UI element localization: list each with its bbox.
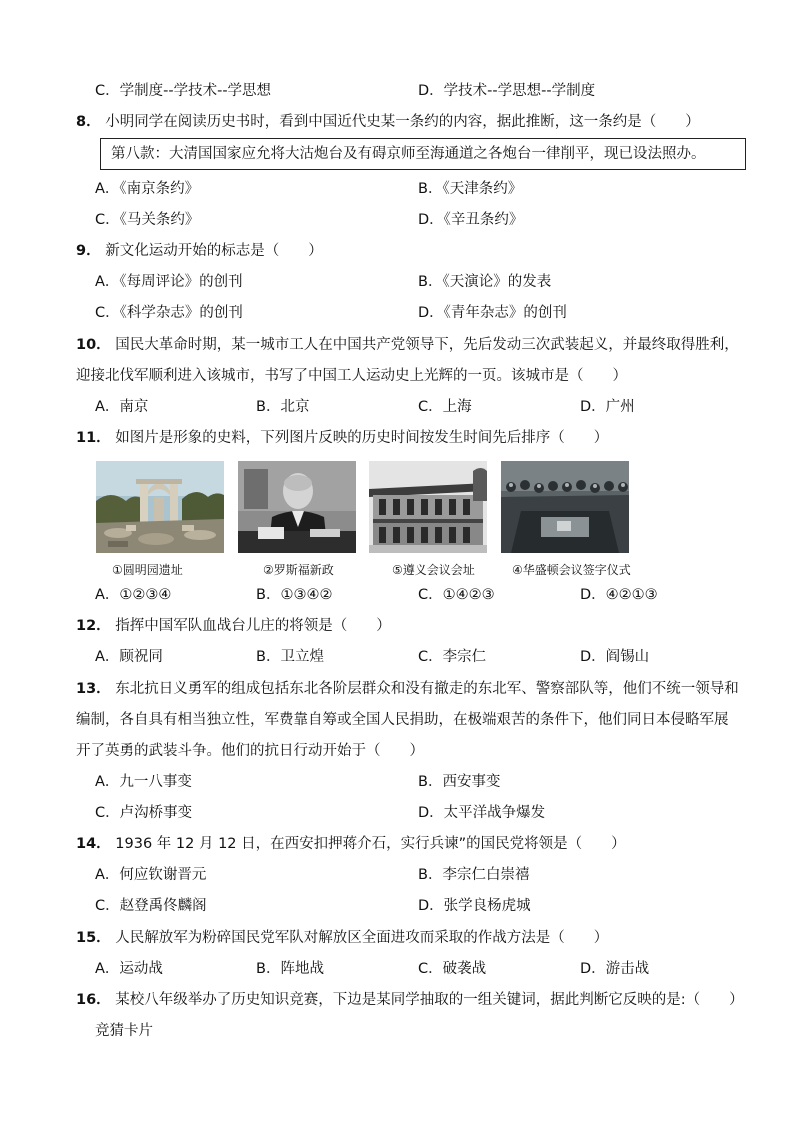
q13-option-d: D．太平洋战争爆发 xyxy=(418,805,546,821)
q12-number: 12． xyxy=(76,618,111,634)
q10-stem-text-1: 国民大革命时期，某一城市工人在中国共产党领导下，先后发动三次武装起义，并最终取得胜利， xyxy=(115,337,739,353)
q12-stem-text: 指挥中国军队血战台儿庄的将领是（ ） xyxy=(115,618,391,634)
q12-option-b: B．卫立煌 xyxy=(256,649,324,665)
q16-stem xyxy=(76,990,744,1010)
q11-number: 11． xyxy=(76,430,111,446)
q16-stem-text: 某校八年级举办了历史知识竞赛，下边是某同学抽取的一组关键词，据此判断它反映的是:（ ） xyxy=(115,992,744,1008)
q14-number: 14． xyxy=(76,836,111,852)
q16-card-title: 竞猜卡片 xyxy=(95,1023,153,1039)
q15-stem xyxy=(76,928,608,948)
q11-option-d: D．④②①③ xyxy=(580,587,658,603)
q9-option-a: A．《每周评论》的创刊 xyxy=(95,274,243,290)
q11-caption-2: ②罗斯福新政 xyxy=(263,563,334,577)
q8-stem xyxy=(76,112,700,132)
q9-option-c: C．《科学杂志》的创刊 xyxy=(95,305,243,321)
q14-stem-text: 1936 年 12 月 12 日，在西安扣押蒋介石，实行兵谏”的国民党将领是（ ） xyxy=(115,836,626,852)
q11-caption-3: ⑤遵义会议会址 xyxy=(392,563,475,577)
q13-stem-text-1: 东北抗日义勇军的组成包括东北各阶层群众和没有撤走的东北军、警察部队等，他们不统一领导和 xyxy=(115,681,739,697)
q8-stem-text: 小明同学在阅读历史书时，看到中国近代史某一条约的内容，据此推断，这一条约是（ ） xyxy=(105,114,700,130)
q8-option-a: A．《南京条约》 xyxy=(95,181,200,197)
q15-option-d: D．游击战 xyxy=(580,961,650,977)
q10-number: 10． xyxy=(76,337,111,353)
q12-stem xyxy=(76,616,391,636)
q13-stem-line1 xyxy=(76,679,739,699)
q10-stem-line1 xyxy=(76,335,739,355)
q9-option-b: B．《天演论》的发表 xyxy=(418,274,552,290)
q13-option-a: A．九一八事变 xyxy=(95,774,192,790)
q8-option-c: C．《马关条约》 xyxy=(95,212,200,228)
q11-stem xyxy=(76,428,608,448)
q15-option-b: B．阵地战 xyxy=(256,961,324,977)
q10-option-b: B．北京 xyxy=(256,399,310,415)
q8-option-d: D．《辛丑条约》 xyxy=(418,212,524,228)
q11-caption-1: ①圆明园遗址 xyxy=(112,563,183,577)
zunyi-meeting-site-photo xyxy=(369,461,487,553)
q8-excerpt-text: 第八款：大清国国家应允将大沽炮台及有碍京师至海通道之各炮台一律削平，现已设法照办。 xyxy=(111,146,706,162)
q13-stem-line3: 开了英勇的武装斗争。他们的抗日行动开始于（ ） xyxy=(76,743,424,759)
q15-number: 15． xyxy=(76,930,111,946)
q14-stem xyxy=(76,834,626,854)
q10-option-c: C．上海 xyxy=(418,399,472,415)
q12-option-a: A．顾祝同 xyxy=(95,649,163,665)
q10-option-a: A．南京 xyxy=(95,399,149,415)
q10-option-d: D．广州 xyxy=(580,399,635,415)
q15-option-c: C．破袭战 xyxy=(418,961,487,977)
q11-option-a: A．①②③④ xyxy=(95,587,172,603)
q7-option-d: D．学技术--学思想--学制度 xyxy=(418,83,596,99)
q13-number: 13． xyxy=(76,681,111,697)
q11-caption-4: ④华盛顿会议签字仪式 xyxy=(512,563,631,577)
q15-option-a: A．运动战 xyxy=(95,961,163,977)
q9-option-d: D．《青年杂志》的创刊 xyxy=(418,305,567,321)
q14-option-c: C．赵登禹佟麟阁 xyxy=(95,898,207,914)
q11-option-b: B．①③④② xyxy=(256,587,333,603)
q14-option-b: B．李宗仁白崇禧 xyxy=(418,867,530,883)
q8-option-b: B．《天津条约》 xyxy=(418,181,523,197)
roosevelt-photo xyxy=(238,461,356,553)
q11-option-c: C．①④②③ xyxy=(418,587,495,603)
q13-stem-line2: 编制，各自具有相当独立性，军费靠自筹或全国人民捐助，在极端艰苦的条件下，他们同日本侵略军展 xyxy=(76,712,729,728)
yuanmingyuan-ruins-photo xyxy=(96,461,224,553)
q7-option-c: C．学制度--学技术--学思想 xyxy=(95,83,272,99)
q11-stem-text: 如图片是形象的史料，下列图片反映的历史时间按发生时间先后排序（ ） xyxy=(115,430,609,446)
q13-option-c: C．卢沟桥事变 xyxy=(95,805,193,821)
q10-stem-line2: 迎接北伐军顺利进入该城市，书写了中国工人运动史上光辉的一页。该城市是（ ） xyxy=(76,368,627,384)
q12-option-d: D．阎锡山 xyxy=(580,649,650,665)
q14-option-d: D．张学良杨虎城 xyxy=(418,898,531,914)
q14-option-a: A．何应钦谢晋元 xyxy=(95,867,207,883)
q15-stem-text: 人民解放军为粉碎国民党军队对解放区全面进攻而采取的作战方法是（ ） xyxy=(115,930,609,946)
q9-stem-text: 新文化运动开始的标志是（ ） xyxy=(105,243,323,259)
q9-stem xyxy=(76,241,323,261)
q13-option-b: B．西安事变 xyxy=(418,774,501,790)
q16-number: 16． xyxy=(76,992,111,1008)
q8-excerpt-box xyxy=(100,138,746,170)
washington-conference-photo xyxy=(501,461,629,553)
q8-number: 8． xyxy=(76,114,101,130)
q9-number: 9． xyxy=(76,243,101,259)
q12-option-c: C．李宗仁 xyxy=(418,649,487,665)
